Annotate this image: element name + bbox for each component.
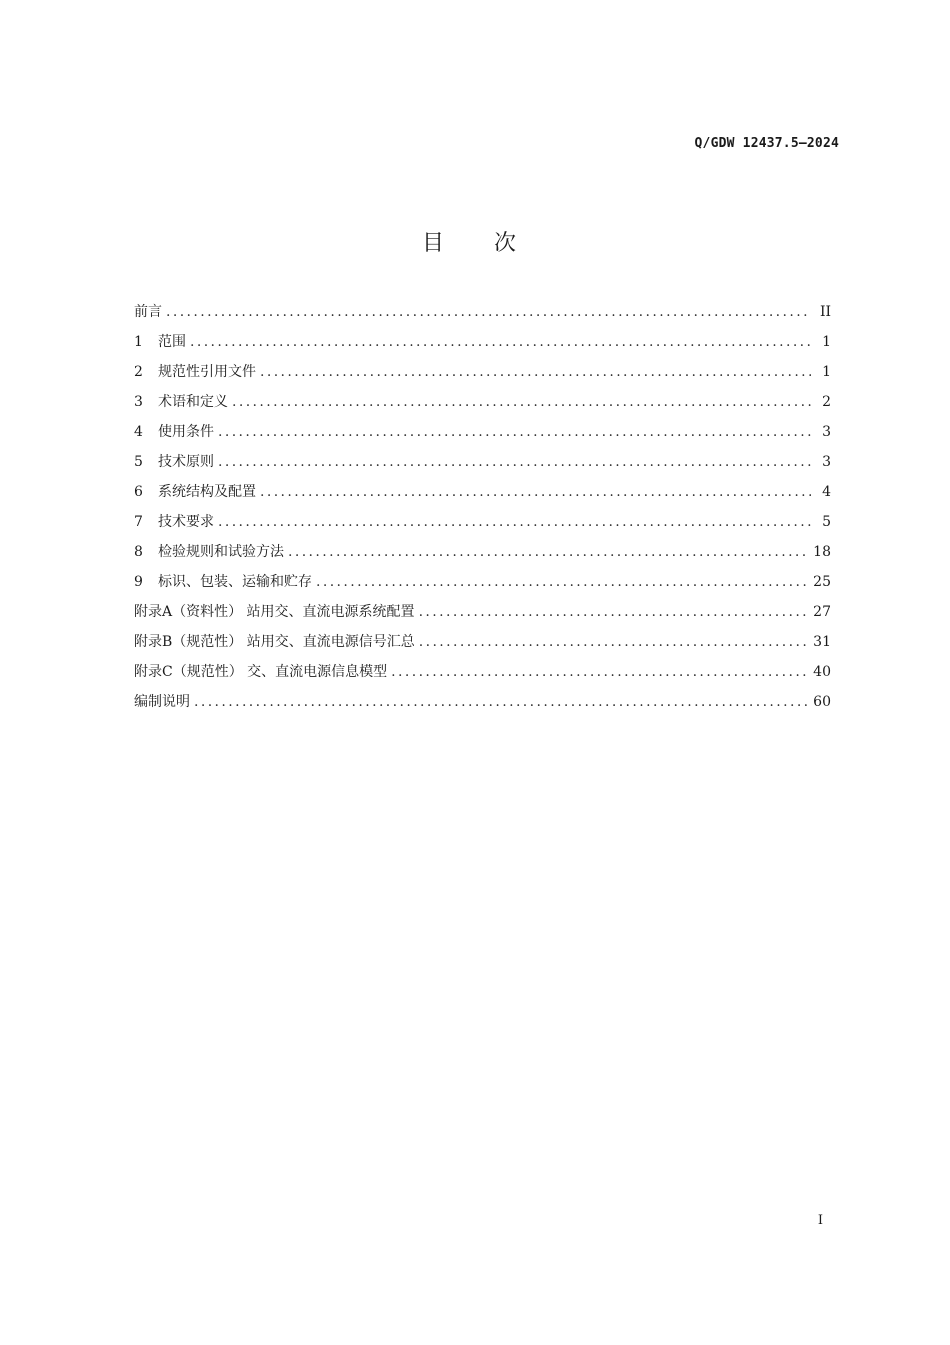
table-of-contents (134, 300, 831, 720)
toc-title: 目次 (421, 231, 566, 256)
toc-dot-leader (419, 600, 808, 624)
toc-entry-appendix-c[interactable] (134, 660, 831, 690)
toc-dot-leader (316, 570, 807, 594)
toc-entry-appendix-b[interactable] (134, 630, 831, 660)
toc-entry-label: 规范性引用文件 (158, 364, 256, 380)
toc-dot-leader (166, 300, 811, 324)
toc-entry-label: 前言 (134, 304, 162, 320)
toc-entry-page: 31 (813, 634, 831, 650)
page-number: I (817, 1213, 823, 1228)
toc-entry-label: 附录A（资料性） 站用交、直流电源系统配置 (134, 604, 415, 620)
toc-entry-page: 5 (822, 514, 831, 530)
toc-entry-page: 27 (813, 604, 831, 620)
toc-entry-2[interactable] (134, 360, 831, 390)
toc-entry-3[interactable] (134, 390, 831, 420)
toc-dot-leader (288, 540, 807, 564)
toc-entry-page: II (819, 304, 831, 320)
toc-entry-number: 1 (134, 334, 143, 350)
toc-entry-1[interactable] (134, 330, 831, 360)
toc-entry-number: 2 (134, 364, 143, 380)
toc-entry-appendix-a[interactable] (134, 600, 831, 630)
toc-entry-page: 1 (822, 364, 831, 380)
toc-dot-leader (260, 360, 811, 384)
toc-entry-label: 标识、包装、运输和贮存 (158, 574, 312, 590)
toc-entry-page: 4 (822, 484, 831, 500)
toc-entry-label: 附录B（规范性） 站用交、直流电源信号汇总 (134, 634, 415, 650)
toc-entry-label: 系统结构及配置 (158, 484, 256, 500)
toc-entry-page: 3 (822, 424, 831, 440)
toc-entry-8[interactable] (134, 540, 831, 570)
toc-entry-number: 7 (134, 514, 143, 530)
toc-entry-number: 5 (134, 454, 143, 470)
toc-dot-leader (419, 630, 807, 654)
toc-entry-label: 使用条件 (158, 424, 214, 440)
toc-entry-number: 6 (134, 484, 143, 500)
toc-entry-number: 9 (134, 574, 143, 590)
toc-dot-leader (218, 420, 811, 444)
toc-dot-leader (218, 510, 811, 534)
toc-dot-leader (218, 450, 811, 474)
toc-entry-number: 8 (134, 544, 143, 560)
toc-entry-5[interactable] (134, 450, 831, 480)
toc-dot-leader (260, 480, 811, 504)
toc-entry-page: 18 (813, 544, 831, 560)
toc-entry-page: 60 (813, 694, 831, 710)
toc-entry-compilation-notes[interactable] (134, 690, 831, 720)
toc-entry-7[interactable] (134, 510, 831, 540)
toc-dot-leader (391, 660, 807, 684)
document-number: Q/GDW 12437.5—2024 (694, 136, 839, 151)
toc-entry-label: 范围 (158, 334, 186, 350)
toc-entry-page: 2 (822, 394, 831, 410)
toc-entry-page: 40 (813, 664, 831, 680)
toc-entry-label: 技术要求 (158, 514, 214, 530)
toc-entry-page: 25 (813, 574, 831, 590)
toc-entry-9[interactable] (134, 570, 831, 600)
toc-dot-leader (194, 690, 807, 714)
toc-entry-label: 术语和定义 (158, 394, 228, 410)
toc-dot-leader (190, 330, 811, 354)
toc-entry-label: 编制说明 (134, 694, 190, 710)
toc-entry-label: 技术原则 (158, 454, 214, 470)
toc-entry-page: 1 (822, 334, 831, 350)
toc-entry-number: 3 (134, 394, 143, 410)
toc-entry-foreword[interactable] (134, 300, 831, 330)
toc-entry-4[interactable] (134, 420, 831, 450)
toc-entry-6[interactable] (134, 480, 831, 510)
toc-dot-leader (232, 390, 811, 414)
toc-entry-number: 4 (134, 424, 143, 440)
toc-entry-label: 检验规则和试验方法 (158, 544, 284, 560)
toc-entry-page: 3 (822, 454, 831, 470)
toc-entry-label: 附录C（规范性） 交、直流电源信息模型 (134, 664, 388, 680)
